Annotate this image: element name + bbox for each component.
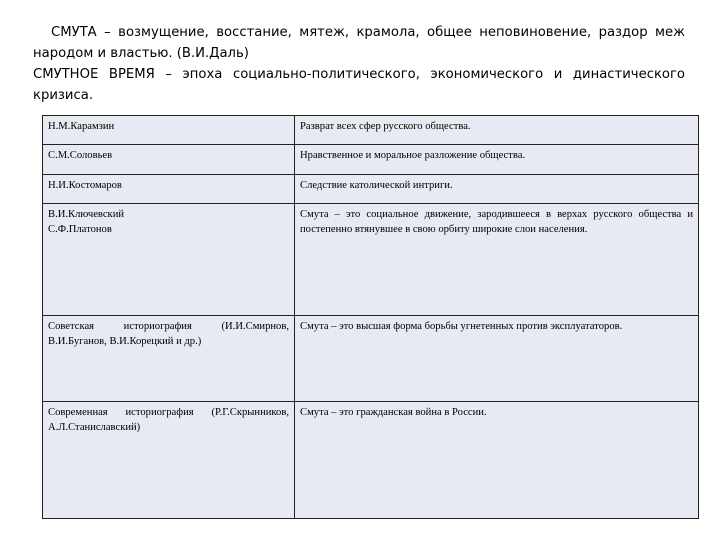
smuta-definition-text: – возмущение, восстание, мятеж, крамола, общее неповиновение, раздор меж народом и властью. xyxy=(33,25,685,61)
view-cell xyxy=(295,204,699,316)
table-row xyxy=(43,316,699,402)
table-row xyxy=(43,145,699,175)
view-cell xyxy=(295,402,699,519)
author-name-second: С.Ф.Платонов xyxy=(48,224,112,235)
author-view: Смута – это высшая форма борьбы угнетенных против эксплуататоров. xyxy=(300,321,623,332)
smuta-time-definition-text: – эпоха социально-политического, экономического и династического кризиса. xyxy=(33,67,685,103)
author-name: Н.И.Костомаров xyxy=(48,180,122,191)
author-cell xyxy=(43,204,295,316)
author-view: Разврат всех сфер русского общества. xyxy=(300,121,471,132)
author-view: Следствие католической интриги. xyxy=(300,180,453,191)
historiography-table xyxy=(42,115,699,519)
smuta-source: (В.И.Даль) xyxy=(176,46,249,61)
smuta-time-definition xyxy=(33,64,685,106)
view-cell xyxy=(295,175,699,204)
smuta-term: СМУТА xyxy=(51,25,97,40)
author-cell xyxy=(43,316,295,402)
smuta-definition xyxy=(33,22,685,64)
author-name: В.И.Ключевский xyxy=(48,209,125,220)
table-row xyxy=(43,175,699,204)
smuta-time-term: СМУТНОЕ ВРЕМЯ xyxy=(33,67,155,82)
author-cell xyxy=(43,175,295,204)
author-name: Советская историография (И.И.Смирнов, В.И.Буганов, В.И.Корецкий и др.) xyxy=(48,321,289,347)
intro-text xyxy=(33,22,685,106)
author-cell xyxy=(43,402,295,519)
author-view: Смута – это гражданская война в России. xyxy=(300,407,487,418)
view-cell xyxy=(295,316,699,402)
author-view: Нравственное и моральное разложение общества. xyxy=(300,150,526,161)
author-cell xyxy=(43,116,295,145)
author-name: Современная историография (Р.Г.Скрынников, А.Л.Станиславский) xyxy=(48,407,289,433)
table-row xyxy=(43,204,699,316)
table-row xyxy=(43,402,699,519)
author-view: Смута – это социальное движение, зародившееся в верхах русского общества и постепенно втянувшее в свою орбиту широкие слои населения. xyxy=(300,209,693,235)
table-row xyxy=(43,116,699,145)
author-name: Н.М.Карамзин xyxy=(48,121,115,132)
view-cell xyxy=(295,145,699,175)
view-cell xyxy=(295,116,699,145)
author-cell xyxy=(43,145,295,175)
author-name: С.М.Соловьев xyxy=(48,150,113,161)
